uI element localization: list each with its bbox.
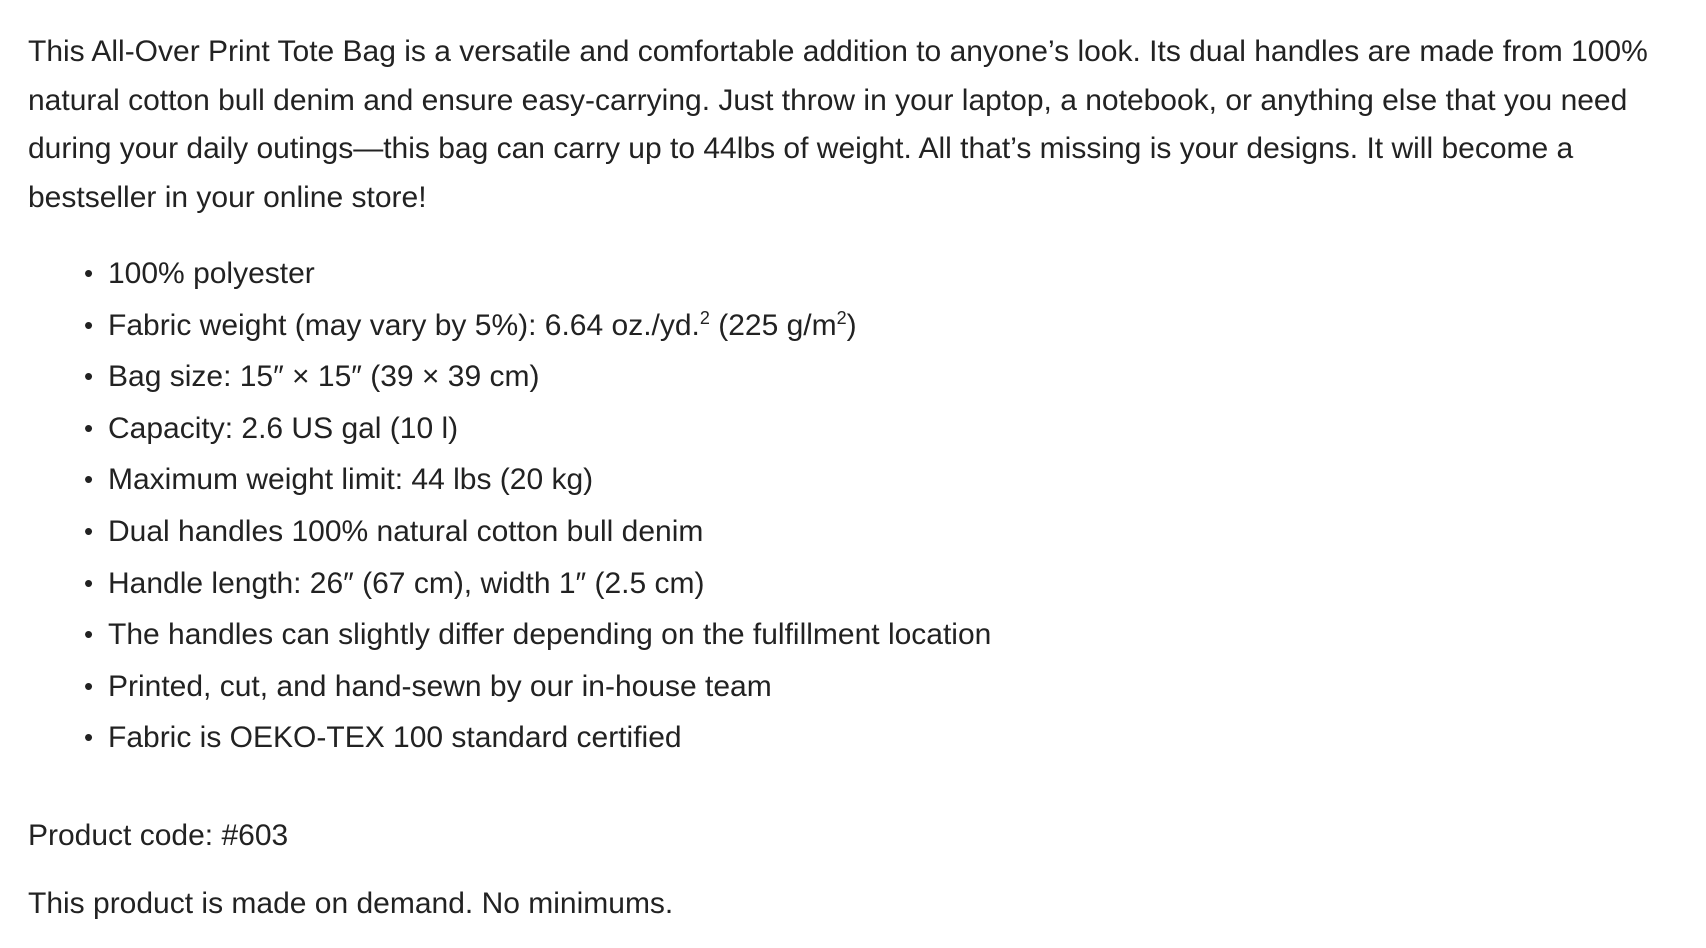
spec-text: Fabric is OEKO-TEX 100 standard certified — [108, 721, 682, 755]
product-code: Product code: #603 — [28, 818, 289, 852]
spec-text: 100% polyester — [108, 257, 315, 290]
spec-item-handle-length — [84, 558, 1678, 610]
spec-item-handle-variation — [84, 609, 1678, 661]
spec-item-bag-size — [84, 351, 1678, 403]
spec-item-production — [84, 661, 1678, 713]
spec-text: Handle length: 26″ (67 cm), width 1″ (2.5 cm) — [108, 566, 705, 600]
bullet-icon: • — [84, 309, 94, 340]
spec-item-fabric-weight — [84, 300, 1678, 352]
spec-text: Dual handles 100% natural cotton bull denim — [108, 514, 704, 548]
product-description: This All-Over Print Tote Bag is a versatile and comfortable addition to anyone’s look. Its dual handles are made from 100% natural cotton bull denim and ensure easy-carrying. Just throw in your laptop, a notebook, or anything else that you need during your daily outings—this bag can carry up to 44lbs of weight. All that’s missing is your designs. It will become a bestseller in your online store! — [28, 35, 1648, 214]
superscript: 2 — [836, 307, 847, 328]
spec-text-tail: ) — [846, 308, 857, 342]
bullet-icon: • — [84, 258, 94, 288]
spec-text: Printed, cut, and hand-sewn by our in-house team — [108, 669, 772, 703]
bullet-icon: • — [84, 567, 94, 598]
spec-text: Bag size: 15″ × 15″ (39 × 39 cm) — [108, 360, 540, 394]
spec-text: Maximum weight limit: 44 lbs (20 kg) — [108, 463, 594, 497]
spec-text: Fabric weight (may vary by 5%): 6.64 oz./yd. — [108, 308, 700, 342]
bullet-icon: • — [84, 722, 94, 753]
spec-item-handles — [84, 506, 1678, 558]
spec-text-metric: (225 g/m — [709, 308, 837, 342]
spec-item-certification — [84, 712, 1678, 764]
product-spec-list — [28, 248, 1678, 764]
spec-item-weight-limit — [84, 454, 1678, 506]
bullet-icon: • — [84, 670, 94, 701]
superscript: 2 — [699, 307, 710, 328]
spec-text: Capacity: 2.6 US gal (10 l) — [108, 411, 459, 445]
on-demand-note: This product is made on demand. No minimums. — [28, 886, 674, 920]
spec-text: The handles can slightly differ depending on the fulfillment location — [108, 618, 992, 652]
spec-item-capacity — [84, 403, 1678, 455]
bullet-icon: • — [84, 619, 94, 650]
bullet-icon: • — [84, 515, 94, 546]
bullet-icon: • — [84, 464, 94, 495]
bullet-icon: • — [84, 361, 94, 392]
spec-item-material — [84, 248, 1678, 300]
bullet-icon: • — [84, 412, 94, 443]
